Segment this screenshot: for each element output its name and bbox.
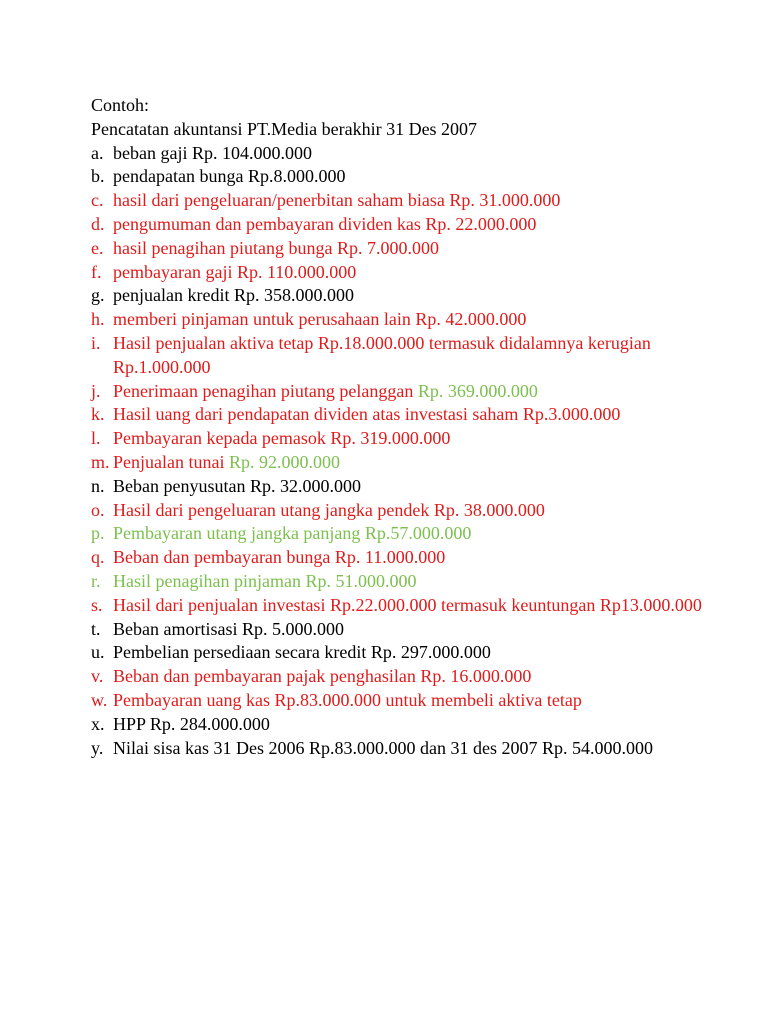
list-item-marker: s. [91,594,103,615]
list-item [91,142,751,166]
document-page [91,94,751,760]
list-item-text [113,499,751,523]
list-item [91,499,751,523]
list-item-marker: a. [91,142,104,163]
list-item [91,189,751,213]
list-item-marker: x. [91,713,105,734]
list-item [91,332,751,380]
list-item-marker: i. [91,332,101,353]
list-item-segment: pembayaran gaji Rp. 110.000.000 [113,261,357,282]
list-item-segment: Rp. 369.000.000 [417,380,538,401]
list-item-marker: m. [91,451,110,472]
list-item-text [113,284,751,308]
list-item [91,237,751,261]
list-item-text [113,737,751,761]
list-item-segment: Hasil dari penjualan investasi Rp.22.000.000 termasuk keuntungan Rp13.000.000 [113,594,702,615]
list-item-marker: v. [91,666,104,687]
list-item-marker: w. [91,689,108,710]
list-item-segment: Pembayaran uang kas Rp.83.000.000 untuk membeli aktiva tetap [113,689,582,710]
list-item-text [113,618,751,642]
list-item-marker: d. [91,213,105,234]
transaction-list [91,142,751,761]
list-item-segment: hasil dari pengeluaran/penerbitan saham biasa Rp. 31.000.000 [113,190,561,211]
list-item [91,737,751,761]
list-item-segment: beban gaji Rp. 104.000.000 [113,142,312,163]
list-item-text [113,189,751,213]
list-item-segment: Beban dan pembayaran bunga Rp. 11.000.000 [113,547,446,568]
list-item-segment: Hasil penagihan pinjaman Rp. 51.000.000 [113,570,417,591]
list-item-text [113,641,751,665]
list-item-segment: hasil penagihan piutang bunga Rp. 7.000.000 [113,237,439,258]
list-item-marker: r. [91,570,101,591]
list-item-text [113,237,751,261]
list-item-text [113,427,751,451]
list-item-segment: Beban dan pembayaran pajak penghasilan Rp. 16.000.000 [113,666,532,687]
list-item-segment: pengumuman dan pembayaran dividen kas Rp. 22.000.000 [113,213,537,234]
list-item [91,689,751,713]
list-item-segment: Penjualan tunai [113,451,229,472]
list-item [91,284,751,308]
list-item-marker: c. [91,190,104,211]
list-item-text [113,165,751,189]
list-item-marker: e. [91,237,104,258]
list-item-segment: pendapatan bunga Rp.8.000.000 [113,166,346,187]
list-item-text [113,332,751,380]
document-subheading: Pencatatan akuntansi PT.Media berakhir 31 Des 2007 [91,118,478,139]
list-item [91,665,751,689]
list-item-marker: q. [91,547,105,568]
list-item-text [113,261,751,285]
list-item-marker: t. [91,618,101,639]
list-item [91,403,751,427]
list-item [91,475,751,499]
list-item-segment: Nilai sisa kas 31 Des 2006 Rp.83.000.000 dan 31 des 2007 Rp. 54.000.000 [113,737,653,758]
list-item [91,380,751,404]
list-item [91,308,751,332]
list-item [91,165,751,189]
list-item-marker: j. [91,380,101,401]
list-item-marker: o. [91,499,105,520]
list-item-marker: y. [91,737,104,758]
list-item-segment: Beban penyusutan Rp. 32.000.000 [113,475,361,496]
list-item [91,641,751,665]
list-item-marker: b. [91,166,105,187]
list-item-marker: n. [91,475,105,496]
list-item [91,451,751,475]
list-item [91,713,751,737]
list-item-segment: Penerimaan penagihan piutang pelanggan [113,380,418,401]
list-item-segment: Pembayaran utang jangka panjang Rp.57.000.000 [113,523,472,544]
list-item-text [113,142,751,166]
list-item-marker: u. [91,642,105,663]
document-heading: Contoh: [91,95,150,115]
list-item [91,522,751,546]
list-item-marker: g. [91,285,105,306]
list-item [91,546,751,570]
list-item-text [113,594,751,618]
list-item-marker: l. [91,428,101,449]
list-item-segment: Pembelian persediaan secara kredit Rp. 297.000.000 [113,642,491,663]
list-item-text [113,308,751,332]
list-item-segment: Hasil uang dari pendapatan dividen atas investasi saham Rp.3.000.000 [113,404,621,425]
list-item [91,213,751,237]
list-item-segment: penjualan kredit Rp. 358.000.000 [113,285,354,306]
list-item-segment: Beban amortisasi Rp. 5.000.000 [113,618,344,639]
list-item-text [113,475,751,499]
list-item-segment: Rp. 92.000.000 [228,451,340,472]
list-item-text [113,689,751,713]
list-item [91,570,751,594]
list-item [91,427,751,451]
list-item-segment: memberi pinjaman untuk perusahaan lain Rp. 42.000.000 [113,309,527,330]
list-item-marker: f. [91,261,102,282]
list-item-segment: Pembayaran kepada pemasok Rp. 319.000.000 [113,428,451,449]
list-item-text [113,380,751,404]
list-item-text [113,403,751,427]
list-item-segment: Hasil dari pengeluaran utang jangka pendek Rp. 38.000.000 [113,499,545,520]
list-item [91,261,751,285]
list-item [91,594,751,618]
list-item-text [113,213,751,237]
list-item-marker: k. [91,404,105,425]
list-item-text [113,546,751,570]
list-item-text [113,665,751,689]
list-item-text [113,713,751,737]
list-item-text [113,522,751,546]
list-item [91,618,751,642]
list-item-text [113,451,751,475]
list-item-segment: Hasil penjualan aktiva tetap Rp.18.000.000 termasuk didalamnya kerugian Rp.1.000.000 [113,332,651,377]
list-item-text [113,570,751,594]
list-item-segment: HPP Rp. 284.000.000 [113,713,270,734]
list-item-marker: p. [91,523,105,544]
list-item-marker: h. [91,309,105,330]
